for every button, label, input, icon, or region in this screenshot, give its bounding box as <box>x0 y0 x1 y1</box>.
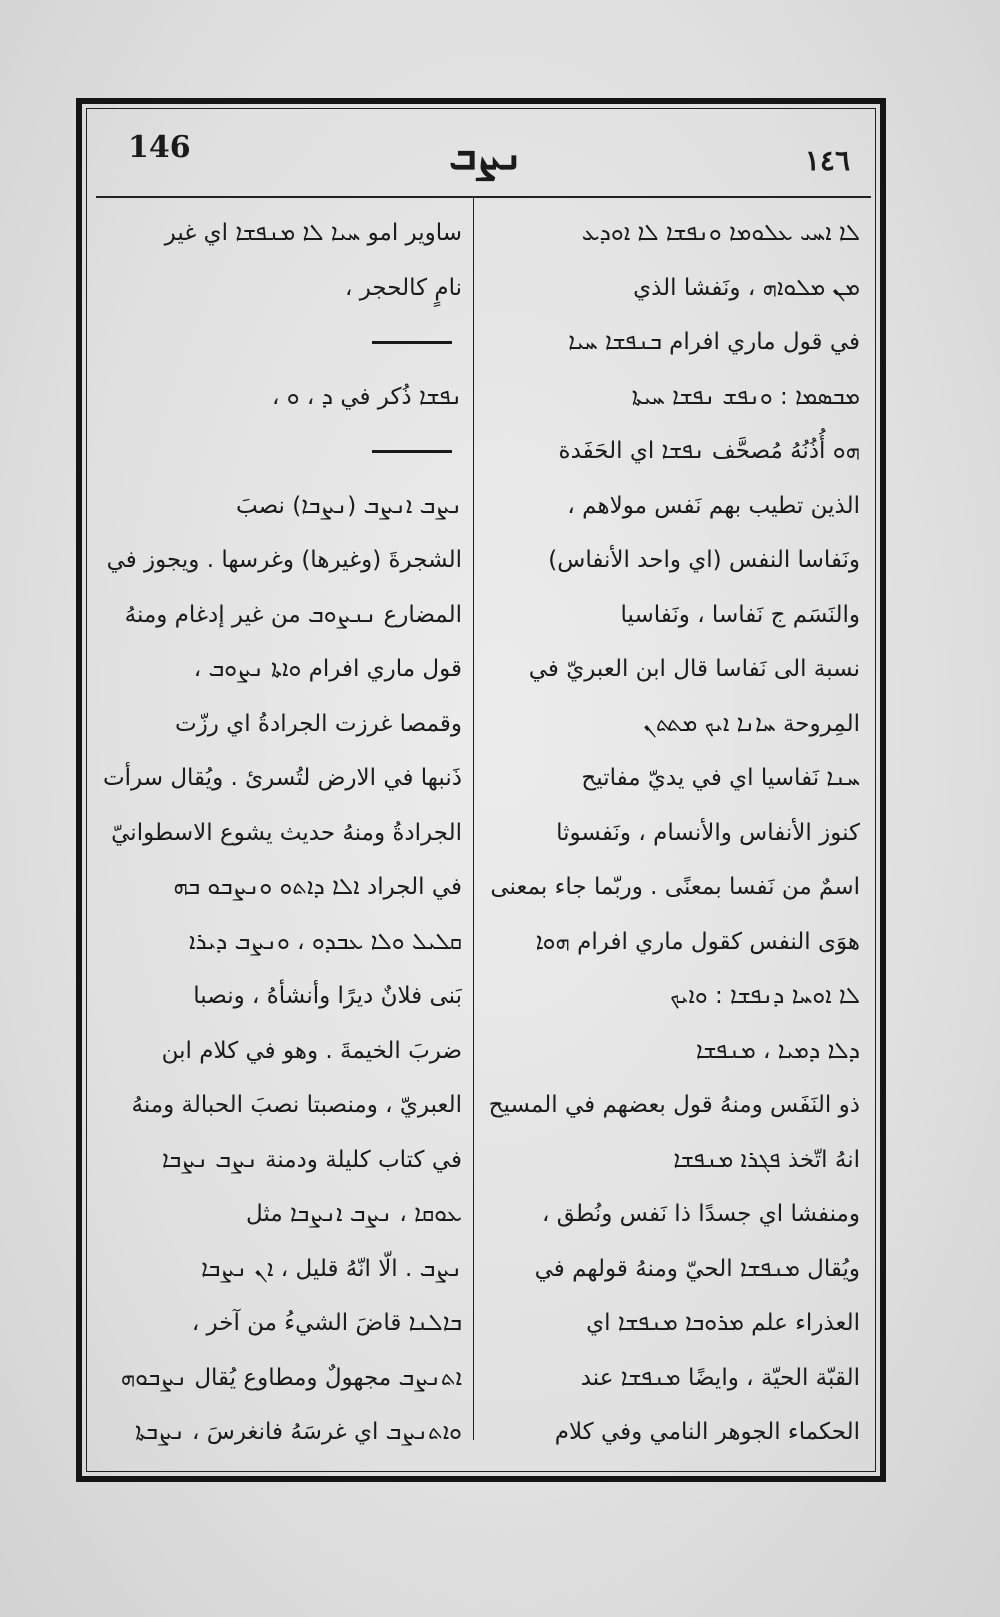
text-line: ويُقال ܡܢܦܫܐ الحيّ ومنهُ قولهم في <box>534 1255 860 1282</box>
text-line: العذراء علم ܡܪܘܒܐ ܡܢܦܫܐ اي <box>586 1310 860 1336</box>
text-line: ذو النَفَس ومنهُ قول بعضهم في المسيح <box>488 1092 860 1118</box>
section-separator <box>98 424 462 479</box>
text-line: قول ماري افرام ܘܐܬܐ ܢܨܘܒ ، <box>193 656 462 682</box>
text-line: وقمصا غرزت الجرادةُ اي رزّت <box>175 710 462 737</box>
page-number-western: 146 <box>128 130 191 165</box>
left-column <box>98 206 462 1446</box>
column-divider <box>473 196 474 1440</box>
running-head: ܢܨܒ <box>449 132 523 179</box>
text-line: نامٍ كالحجر ، <box>344 274 462 301</box>
text-line: انهُ اتّخذ ܦܓܪܐ ܡܢܦܫܐ <box>673 1146 860 1173</box>
page-number-arabic: ١٤٦ <box>804 144 850 177</box>
text-line: ܚܢܐ نَفاسيا اي في يديّ مفاتيح <box>581 765 860 791</box>
text-line: ܡܢ ܡܠܘܐܗ ، ونَفشا الذي <box>633 274 860 301</box>
text-line: هوَى النفس كقول ماري افرام ܗܘܐ <box>535 928 860 955</box>
text-line: في الجراد ܐܠܐ ܕܐܬܘ ܘܢܨܒܘ ܒܗ <box>173 874 462 900</box>
text-line: بَنى فلانٌ ديرًا وأنشأهُ ، ونصبا <box>193 983 462 1009</box>
text-line: في قول ماري افرام ܒܢܦܫܐ ܚܝܐ <box>568 329 860 355</box>
text-line: ܠܐ ܐܚܝ ܥܠܘܡܐ ܘܢܦܫܐ ܠܐ ܐܘܕܥ <box>581 220 860 246</box>
text-line: ضربَ الخيمةَ . وهو في كلام ابن <box>161 1037 462 1064</box>
text-line: ܩܠܝܠ ܘܠܐ ܥܒܕܘ ، ܘܢܨܒ ܕܝܪܐ <box>188 928 462 955</box>
text-line: في كتاب كليلة ودمنة ܢܨܒ ܢܨܒܐ <box>161 1146 462 1173</box>
text-line: ܕܠܐ ܕܡܝܐ ، ܡܢܦܫܐ <box>695 1037 860 1064</box>
text-line: الذين تطيب بهم نَفس مولاهم ، <box>567 492 860 519</box>
text-line: ܢܨܒ ܐܢܨܒ (ܢܨܒܐ) نصبَ <box>236 492 462 519</box>
text-line: والنَسَم ج نَفاسا ، ونَفاسيا <box>620 601 860 628</box>
page-header <box>96 122 866 192</box>
text-line: ساوير امو ܚܝܐ ܠܐ ܡܢܦܫܐ اي غير <box>164 220 462 246</box>
text-line: ܒܐܠܢܐ قاضَ الشيءُ من آخر ، <box>191 1310 462 1336</box>
text-line: القبّة الحيّة ، وايضًا ܡܢܦܫܐ عند <box>580 1364 860 1391</box>
text-line: ܢܨܒ . الّا انّهُ قليل ، ܐܢ ܢܨܒܐ <box>201 1255 462 1282</box>
text-line: ܥܘܩܐ ، ܢܨܒ ܐܢܨܒܐ مثل <box>246 1201 462 1227</box>
text-line: ܗܘ أُذُنُهُ مُصحَّف ܢܦܫܐ اي الحَفَدة <box>558 438 860 464</box>
text-line: المضارع ܢܢܨܘܒ من غير إدغام ومنهُ <box>124 601 462 628</box>
text-line: نسبة الى نَفاسا قال ابن العبريّ في <box>528 656 860 682</box>
text-line: المِروحة ܚܐܢܐ ܐܝܟ ܡܬܬܢ <box>643 710 860 737</box>
text-line: العبريّ ، ومنصبتا نصبَ الحبالة ومنهُ <box>131 1092 462 1118</box>
text-line: ومنفشا اي جسدًا ذا نَفس ونُطق ، <box>542 1201 860 1227</box>
section-separator <box>98 315 462 370</box>
text-line: ܐܬܢܨܒ مجهولٌ ومطاوع يُقال ܢܨܒܘܗ <box>120 1364 462 1391</box>
text-line: كنوز الأنفاس والأنسام ، ونَفسوثا <box>556 819 860 846</box>
text-line: اسمٌ من نَفسا بمعنًى . وربّما جاء بمعنى <box>490 874 860 900</box>
text-line: الشجرةَ (وغيرها) وغرسها . ويجوز في <box>106 547 462 573</box>
text-line: ܡܒܣܡܐ : ܘܢܦܫ ܢܦܫܐ ܚܝܬܐ <box>631 383 860 410</box>
text-line: ܘܐܬܢܨܒ اي غرسَهُ فانغرسَ ، ܢܨܒܬܐ <box>135 1419 462 1445</box>
text-line: الحكماء الجوهر النامي وفي كلام <box>554 1419 860 1445</box>
header-rule <box>96 196 871 198</box>
text-line: ونَفاسا النفس (اي واحد الأنفاس) <box>548 547 860 573</box>
right-column <box>488 206 860 1446</box>
text-line: ذَنبها في الارض لتُسرئ . ويُقال سرأت <box>103 765 462 791</box>
text-line: الجرادةُ ومنهُ حديث يشوع الاسطوانيّ <box>111 819 462 846</box>
text-line: ܢܦܫܐ ذُكر في ܕ ، ܘ ، <box>272 383 462 410</box>
text-line: ܠܐ ܐܘܚܐ ܕܢܦܫܐ : ܘܐܝܟ <box>670 983 860 1009</box>
